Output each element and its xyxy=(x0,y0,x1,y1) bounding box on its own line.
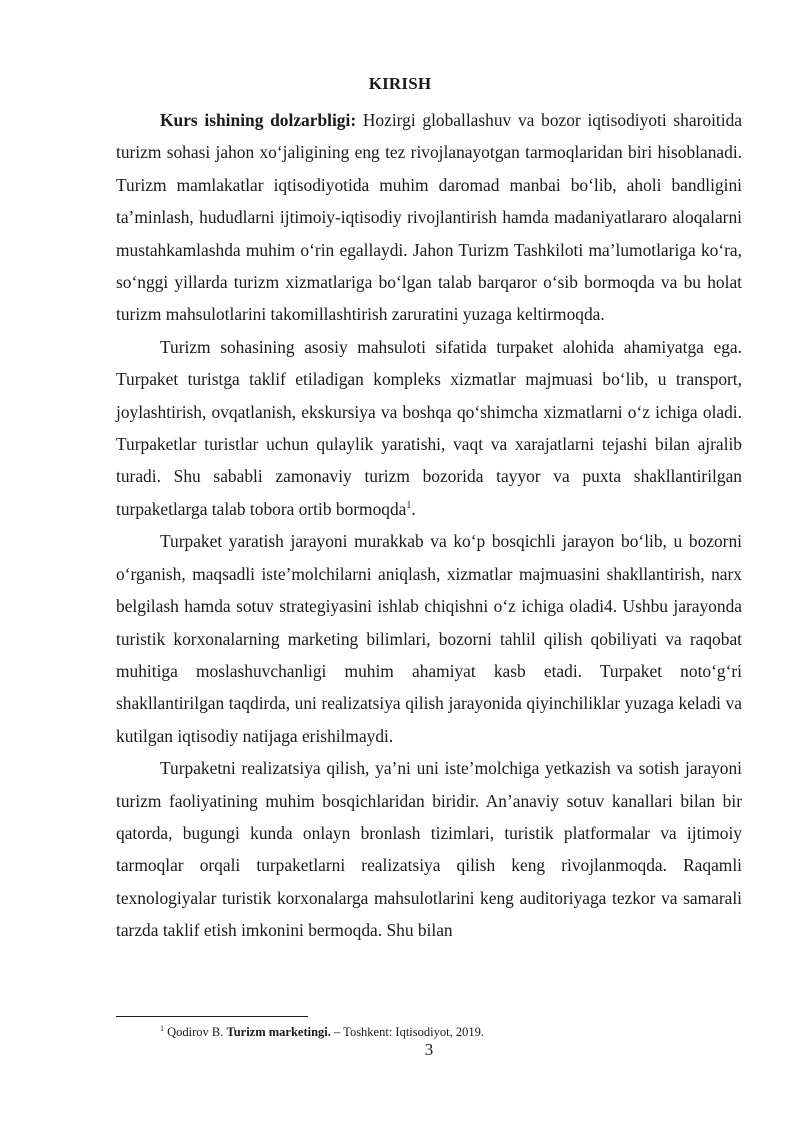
paragraph-text: Hozirgi globallashuv va bozor iqtisodiyoti sharoitida turizm sohasi jahon xo‘jaligining eng tez rivojlanayotgan tarmoqlaridan biri hisoblanadi. Turizm mamlakatlar iqtisodiyotida muhim daromad manbai bo‘lib, aholi bandligini ta’minlash, hududlarni ijtimoiy-iqtisodiy rivojlantirish hamda madaniyatlararo aloqalarni mustahkamlashda muhim o‘rin egallaydi. Jahon Turizm Tashkiloti ma’lumotlariga ko‘ra, so‘nggi yillarda turizm xizmatlariga bo‘lgan talab barqaror o‘sib bormoqda va bu holat turizm mahsulotlarini takomillashtirish zaruratini yuzaga keltirmoqda. xyxy=(116,110,742,325)
footnote-title: Turizm marketingi. xyxy=(226,1025,331,1039)
paragraph-text: Turizm sohasining asosiy mahsuloti sifatida turpaket alohida ahamiyatga ega. Turpaket turistga taklif etiladigan kompleks xizmatlar majmuasi bo‘lib, u transport, joylashtirish, ovqatlanish, ekskursiya va boshqa qo‘shimcha xizmatlarni o‘z ichiga oladi. Turpaketlar turistlar uchun qulaylik yaratishi, vaqt va xarajatlarni tejashi bilan ajralib turadi. Shu sababli zamonaviy turizm bozorida tayyor va puxta shakllantirilgan turpaketlarga talab tobora ortib bormoqda xyxy=(116,336,742,519)
paragraph-text: Turpaket yaratish jarayoni murakkab va ko‘p bosqichli jarayon bo‘lib, u bozorni o‘rganish, maqsadli iste’molchilarni aniqlash, xizmatlar majmuasini shakllantirish, narx belgilash hamda sotuv strategiyasini ishlab chiqishni o‘z ichiga oladi4. Ushbu jarayonda turistik korxonalarning marketing bilimlari, bozorni tahlil qilish qobiliyati va raqobat muhitiga moslashuvchanligi muhim ahamiyat kasb etadi. Turpaket noto‘g‘ri shakllantirilgan taqdirda, uni realizatsiya qilish jarayonida qiyinchiliklar yuzaga keladi va kutilgan iqtisodiy natijaga erishilmaydi. xyxy=(116,531,742,746)
paragraph-text: Turpaketni realizatsiya qilish, ya’ni uni iste’molchiga yetkazish va sotish jarayoni turizm faoliyatining muhim bosqichlaridan biridir. An’anaviy sotuv kanallari bilan bir qatorda, bugungi kunda onlayn bronlash tizimlari, turistik platformalar va ijtimoiy tarmoqlar orqali turpaketlarni realizatsiya qilish keng rivojlanmoqda. Raqamli texnologiyalar turistik korxonalarga mahsulotlarini keng auditoriyaga tezkor va samarali tarzda taklif etish imkonini bermoqda. Shu bilan xyxy=(116,758,742,941)
paragraph-2 xyxy=(116,331,742,525)
paragraph-3 xyxy=(116,525,742,752)
paragraph-lead: Kurs ishining dolzarbligi: xyxy=(160,110,357,130)
footnote-author: Qodirov B. xyxy=(164,1025,227,1039)
footnote-marker: 1 xyxy=(160,1023,164,1033)
body-text xyxy=(116,104,742,947)
footnote xyxy=(160,1024,484,1040)
paragraph-4 xyxy=(116,752,742,946)
section-heading: KIRISH xyxy=(368,74,432,93)
footnote-separator xyxy=(116,1016,308,1017)
paragraph-1 xyxy=(116,104,742,331)
page-number: 3 xyxy=(424,1040,434,1059)
paragraph-text-end: . xyxy=(411,498,416,519)
footnote-reference: 1 xyxy=(406,500,412,512)
footnote-publication: – Toshkent: Iqtisodiyot, 2019. xyxy=(330,1025,484,1039)
